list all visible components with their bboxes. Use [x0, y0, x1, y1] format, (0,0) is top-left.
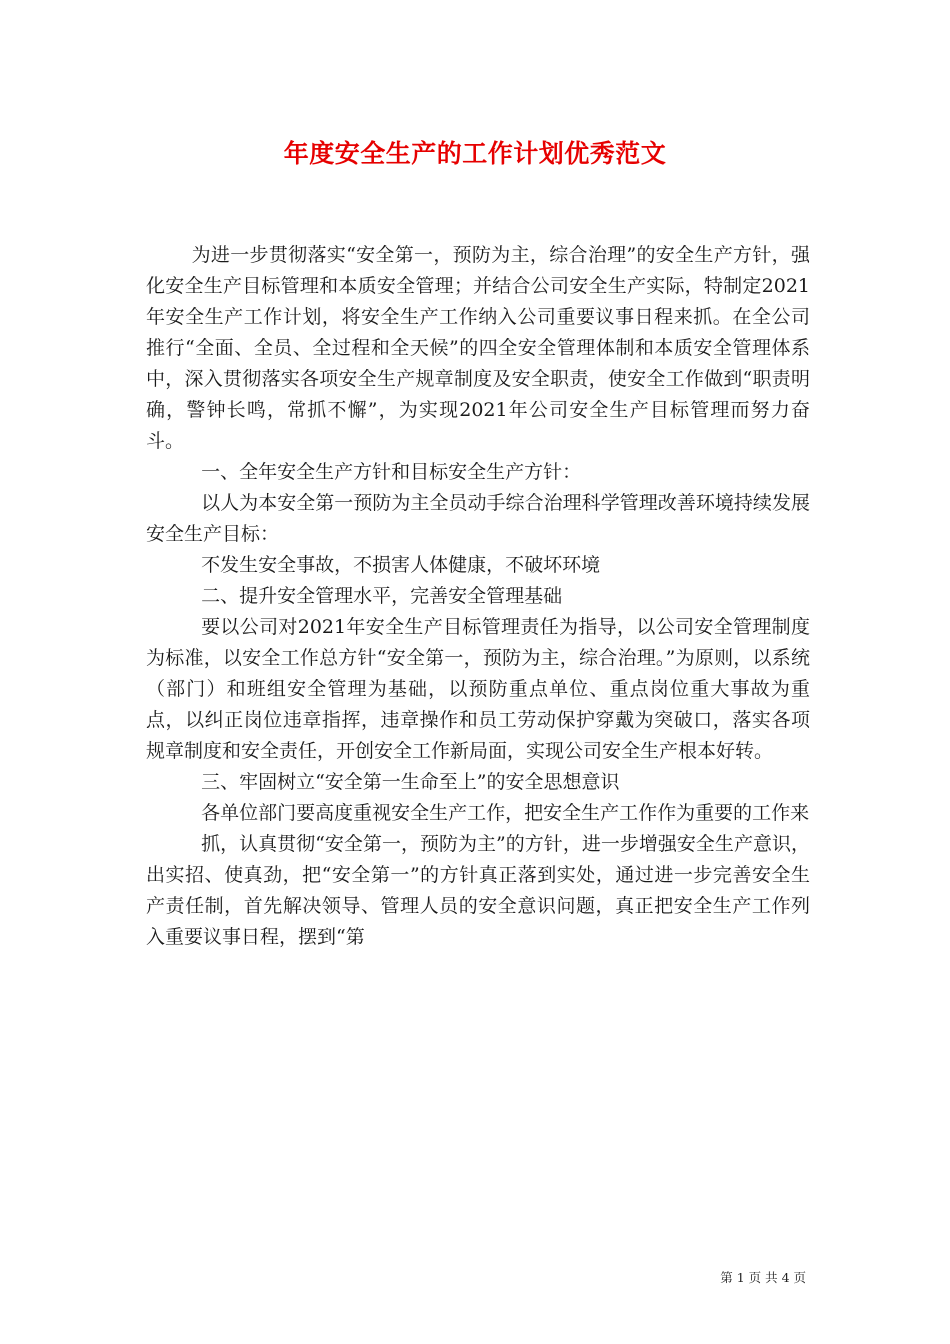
section-heading-2: 二、提升安全管理水平，完善安全管理基础 [201, 585, 563, 607]
paragraph-intro: 为进一步贯彻落实“安全第一，预防为主，综合治理”的安全生产方针，强化安全生产目标管理和本质安全管理；并结合公司安全生产实际，特制定2021年安全生产工作计划，将安全生产工作纳入公司重要议事日程来抓。在全公司推行“全面、全员、全过程和全天候”的四全安全管理体制和本质安全管理体系中，深入贯彻落实各项安全生产规章制度及安全职责，使安全工作做到“职责明确，警钟长鸣，常抓不懈”，为实现2021年公司安全生产目标管理而努力奋斗。 [146, 244, 810, 452]
paragraph-management: 要以公司对2021年安全生产目标管理责任为指导，以公司安全管理制度为标准，以安全工作总方针“安全第一，预防为主，综合治理。”为原则，以系统（部门）和班组安全管理为基础，以预防重点单位、重点岗位重大事故为重点，以纠正岗位违章指挥，违章操作和员工劳动保护穿戴为突破口，落实各项规章制度和安全责任，开创安全工作新局面，实现公司安全生产根本好转。 [146, 616, 810, 762]
section-heading-1: 一、全年安全生产方针和目标安全生产方针： [201, 461, 582, 483]
paragraph-goal: 不发生安全事故，不损害人体健康，不破坏环境 [201, 554, 601, 576]
document-title: 年度安全生产的工作计划优秀范文 [283, 139, 667, 168]
paragraph-awareness: 各单位部门要高度重视安全生产工作，把安全生产工作作为重要的工作来 [201, 802, 810, 824]
page-number: 第 1 页 共 4 页 [720, 1270, 806, 1285]
section-heading-3: 三、牢固树立“安全第一生命至上”的安全思想意识 [201, 771, 620, 793]
paragraph-implementation: 抓，认真贯彻“安全第一，预防为主”的方针，进一步增强安全生产意识，出实招、使真劲，把“安全第一”的方针真正落到实处，通过进一步完善安全生产责任制，首先解决领导、管理人员的安全意识问题，真正把安全生产工作列入重要议事日程，摆到“第 [146, 833, 810, 948]
paragraph-policy: 以人为本安全第一预防为主全员动手综合治理科学管理改善环境持续发展安全生产目标： [146, 492, 810, 545]
document-body [146, 240, 810, 953]
